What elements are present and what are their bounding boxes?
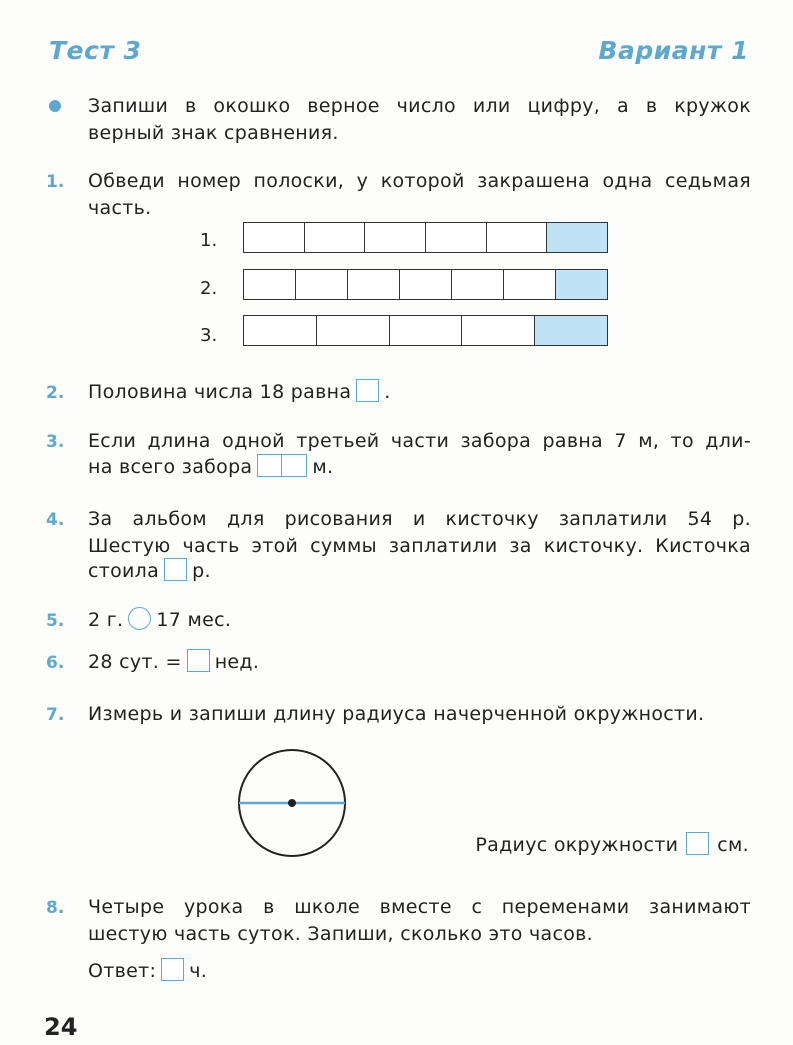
task-4-line-2: Шестую часть этой суммы заплатили за кисточку. Кисточка (88, 535, 751, 557)
strip-cell (390, 316, 463, 345)
variant-title: Вариант 1 (598, 36, 749, 65)
task-4-number: 4. (46, 510, 65, 530)
task-3-text-before: на всего забора (88, 456, 253, 478)
task-8-answer-after: ч. (189, 960, 208, 982)
strip-3-label[interactable]: 3. (200, 325, 218, 346)
task-2-number: 2. (46, 383, 65, 403)
strip-cell (244, 270, 296, 299)
strip-2 (243, 269, 608, 300)
answer-box-task-4[interactable] (164, 558, 187, 581)
task-2-text-before: Половина числа 18 равна (88, 381, 352, 403)
task-7-answer-after: см. (717, 834, 749, 856)
bullet-icon (49, 100, 61, 112)
task-7-answer (475, 832, 749, 859)
strip-cell (305, 223, 366, 252)
task-5-number: 5. (46, 611, 65, 631)
answer-box-task-3[interactable] (257, 454, 307, 477)
task-2-text-after: . (384, 381, 391, 403)
strip-cell (317, 316, 390, 345)
task-3-line-2 (88, 454, 333, 481)
strip-cell (426, 223, 487, 252)
task-4-text-before: стоила (88, 560, 160, 582)
strip-cell-shaded (535, 316, 607, 345)
strip-cell (365, 223, 426, 252)
strip-1 (243, 222, 608, 253)
test-title: Тест 3 (49, 36, 142, 65)
answer-box-task-7[interactable] (686, 832, 709, 855)
task-5-text (88, 607, 231, 634)
task-6-left: 28 сут. = (88, 651, 182, 673)
task-7-answer-before: Радиус окружности (475, 834, 679, 856)
strip-1-label[interactable]: 1. (200, 230, 218, 251)
intro-line-1: Запиши в окошко верное число или цифру, а в кружок (88, 95, 751, 117)
strip-cell (400, 270, 452, 299)
task-8-number: 8. (46, 898, 65, 918)
task-8-line-2: шестую часть суток. Запиши, сколько это часов. (88, 923, 593, 945)
strip-cell (244, 223, 305, 252)
task-7-number: 7. (46, 705, 65, 725)
task-6-number: 6. (46, 653, 65, 673)
answer-box-task-8[interactable] (161, 958, 184, 981)
task-4-line-1: За альбом для рисования и кисточку заплатили 54 р. (88, 508, 751, 530)
page-number: 24 (44, 1013, 78, 1041)
task-6-right: нед. (214, 651, 260, 673)
strip-cell-shaded (547, 223, 607, 252)
task-4-text-after: р. (192, 560, 211, 582)
intro-line-2: верный знак сравнения. (88, 122, 339, 144)
task-6-text (88, 649, 259, 676)
strip-cell-shaded (556, 270, 607, 299)
task-1-line-1: Обведи номер полоски, у которой закрашена одна седьмая (88, 170, 751, 192)
task-1-line-2: часть. (88, 197, 152, 219)
strip-cell (487, 223, 548, 252)
task-8-answer (88, 958, 207, 985)
comparison-circle-task-5[interactable] (128, 607, 151, 630)
answer-box-task-2[interactable] (356, 379, 379, 402)
task-5-left: 2 г. (88, 609, 124, 631)
task-5-right: 17 мес. (156, 609, 232, 631)
task-1-number: 1. (46, 172, 65, 192)
strip-cell (462, 316, 535, 345)
center-point (288, 799, 296, 807)
strip-3 (243, 315, 608, 346)
strip-cell (348, 270, 400, 299)
task-4-line-3 (88, 558, 211, 585)
circle-drawing (236, 748, 350, 860)
strip-cell (244, 316, 317, 345)
strip-cell (296, 270, 348, 299)
task-3-number: 3. (46, 432, 65, 452)
strip-cell (452, 270, 504, 299)
task-2-text (88, 379, 391, 406)
strip-2-label[interactable]: 2. (200, 278, 218, 299)
task-8-answer-before: Ответ: (88, 960, 157, 982)
task-3-text-after: м. (312, 456, 334, 478)
answer-box-task-6[interactable] (187, 649, 210, 672)
strip-cell (504, 270, 556, 299)
task-8-line-1: Четыре урока в школе вместе с переменами занимают (88, 896, 751, 918)
task-3-line-1: Если длина одной третьей части забора равна 7 м, то дли- (88, 430, 751, 452)
task-7-text: Измерь и запиши длину радиуса начерченной окружности. (88, 703, 705, 725)
